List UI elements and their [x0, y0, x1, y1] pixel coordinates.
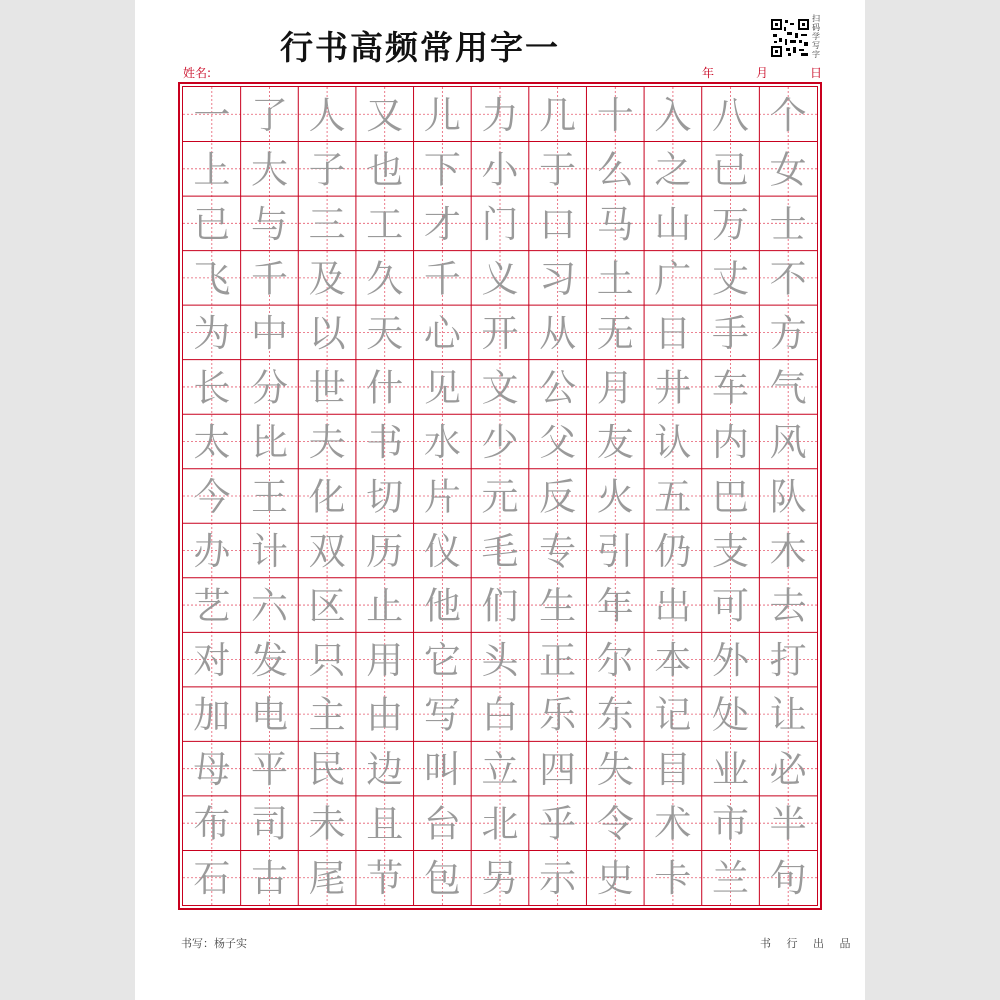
practice-character: 叫 — [423, 748, 461, 792]
practice-character: 平 — [250, 748, 288, 792]
practice-character: 工 — [366, 202, 404, 246]
practice-character: 布 — [193, 802, 231, 846]
practice-character: 必 — [769, 748, 807, 792]
practice-character: 几 — [539, 93, 577, 137]
practice-character: 对 — [193, 639, 231, 683]
practice-character: 头 — [481, 639, 519, 683]
practice-character: 尾 — [308, 857, 346, 901]
practice-character: 井 — [654, 366, 692, 410]
practice-character: 无 — [596, 311, 634, 355]
practice-character: 土 — [596, 257, 634, 301]
practice-character: 广 — [654, 257, 692, 301]
practice-character: 止 — [366, 584, 404, 628]
practice-character: 句 — [769, 857, 807, 901]
practice-character: 及 — [308, 257, 346, 301]
practice-character: 正 — [539, 639, 577, 683]
qr-caption: 扫码学写字 — [812, 14, 820, 59]
practice-character: 一 — [193, 93, 231, 137]
practice-character: 见 — [423, 366, 461, 410]
practice-character: 千 — [250, 257, 288, 301]
practice-character: 立 — [481, 748, 519, 792]
practice-character: 兰 — [712, 857, 750, 901]
practice-character: 半 — [769, 802, 807, 846]
practice-character: 加 — [193, 693, 231, 737]
practice-character: 令 — [596, 802, 634, 846]
practice-character: 写 — [423, 693, 461, 737]
practice-character: 只 — [308, 639, 346, 683]
practice-character: 天 — [366, 311, 404, 355]
practice-character: 台 — [423, 802, 461, 846]
practice-character: 节 — [366, 857, 404, 901]
practice-character: 分 — [250, 366, 288, 410]
practice-character: 它 — [423, 639, 461, 683]
practice-character: 已 — [712, 148, 750, 192]
practice-character: 专 — [539, 530, 577, 574]
practice-character: 另 — [481, 857, 519, 901]
practice-character: 子 — [308, 148, 346, 192]
practice-character: 发 — [250, 639, 288, 683]
practice-character: 市 — [712, 802, 750, 846]
practice-character: 切 — [366, 475, 404, 519]
practice-character: 计 — [250, 530, 288, 574]
practice-character: 水 — [423, 420, 461, 464]
practice-character: 业 — [712, 748, 750, 792]
practice-character: 以 — [308, 311, 346, 355]
practice-character: 中 — [250, 311, 288, 355]
practice-character: 外 — [712, 639, 750, 683]
practice-character: 马 — [596, 202, 634, 246]
practice-character: 小 — [481, 148, 519, 192]
practice-character: 什 — [366, 366, 404, 410]
practice-character: 太 — [193, 420, 231, 464]
practice-character: 历 — [366, 530, 404, 574]
practice-character: 义 — [481, 257, 519, 301]
practice-character: 木 — [769, 530, 807, 574]
practice-grid — [183, 87, 817, 905]
practice-character: 认 — [654, 420, 692, 464]
practice-character: 女 — [769, 148, 807, 192]
practice-character: 年 — [596, 584, 634, 628]
practice-character: 日 — [654, 311, 692, 355]
practice-character: 心 — [423, 311, 461, 355]
date-day-label: 日 — [809, 66, 822, 80]
practice-character: 书 — [366, 420, 404, 464]
practice-character: 双 — [308, 530, 346, 574]
practice-character: 队 — [769, 475, 807, 519]
practice-character: 元 — [481, 475, 519, 519]
practice-character: 不 — [769, 257, 807, 301]
practice-character: 了 — [250, 93, 288, 137]
practice-character: 边 — [366, 748, 404, 792]
practice-character: 五 — [654, 475, 692, 519]
practice-character: 仍 — [654, 530, 692, 574]
practice-character: 入 — [654, 93, 692, 137]
practice-character: 已 — [193, 202, 231, 246]
practice-character: 个 — [769, 93, 807, 137]
practice-character: 毛 — [481, 530, 519, 574]
practice-character: 比 — [250, 420, 288, 464]
practice-character: 从 — [539, 311, 577, 355]
practice-character: 才 — [423, 202, 461, 246]
practice-character: 上 — [193, 148, 231, 192]
practice-character: 尔 — [596, 639, 634, 683]
practice-character: 又 — [366, 93, 404, 137]
practice-character: 门 — [481, 202, 519, 246]
practice-character: 山 — [654, 202, 692, 246]
publisher-credit: 书 行 出 品 — [760, 937, 857, 950]
practice-character: 史 — [596, 857, 634, 901]
practice-character: 月 — [596, 366, 634, 410]
practice-character: 友 — [596, 420, 634, 464]
practice-character: 北 — [481, 802, 519, 846]
practice-character: 引 — [596, 530, 634, 574]
practice-character: 处 — [712, 693, 750, 737]
practice-character: 内 — [712, 420, 750, 464]
practice-character: 力 — [481, 93, 519, 137]
practice-character: 主 — [308, 693, 346, 737]
practice-character: 示 — [539, 857, 577, 901]
practice-character: 文 — [481, 366, 519, 410]
page-title: 行书高频常用字一 — [280, 28, 560, 67]
practice-character: 火 — [596, 475, 634, 519]
practice-character: 口 — [539, 202, 577, 246]
practice-character: 包 — [423, 857, 461, 901]
practice-character: 未 — [308, 802, 346, 846]
practice-character: 王 — [250, 475, 288, 519]
practice-character: 民 — [308, 748, 346, 792]
practice-character: 失 — [596, 748, 634, 792]
practice-character: 母 — [193, 748, 231, 792]
practice-character: 片 — [423, 475, 461, 519]
practice-character: 开 — [481, 311, 519, 355]
practice-character: 飞 — [193, 257, 231, 301]
practice-character: 世 — [308, 366, 346, 410]
practice-character: 可 — [712, 584, 750, 628]
practice-character: 古 — [250, 857, 288, 901]
practice-character: 生 — [539, 584, 577, 628]
practice-character: 出 — [654, 584, 692, 628]
practice-character: 们 — [481, 584, 519, 628]
practice-character: 士 — [769, 202, 807, 246]
practice-character: 人 — [308, 93, 346, 137]
date-field-label — [702, 64, 822, 81]
practice-character: 么 — [596, 148, 634, 192]
practice-character: 于 — [539, 148, 577, 192]
writer-credit: 书写：杨子实 — [181, 937, 247, 950]
practice-character: 风 — [769, 420, 807, 464]
date-month-label: 月 — [755, 66, 768, 80]
practice-character: 气 — [769, 366, 807, 410]
practice-character: 且 — [366, 802, 404, 846]
practice-character: 公 — [539, 366, 577, 410]
practice-character: 他 — [423, 584, 461, 628]
practice-character: 记 — [654, 693, 692, 737]
practice-character: 之 — [654, 148, 692, 192]
practice-character: 乐 — [539, 693, 577, 737]
practice-character: 四 — [539, 748, 577, 792]
practice-character: 由 — [366, 693, 404, 737]
date-year-label: 年 — [702, 66, 715, 80]
name-field-label: 姓名: — [183, 66, 212, 80]
practice-character: 办 — [193, 530, 231, 574]
practice-character: 少 — [481, 420, 519, 464]
practice-character: 习 — [539, 257, 577, 301]
practice-character: 区 — [308, 584, 346, 628]
practice-character: 也 — [366, 148, 404, 192]
practice-character: 下 — [423, 148, 461, 192]
practice-character: 与 — [250, 202, 288, 246]
practice-character: 本 — [654, 639, 692, 683]
practice-character: 夫 — [308, 420, 346, 464]
practice-character: 千 — [423, 257, 461, 301]
practice-character: 八 — [712, 93, 750, 137]
practice-character: 司 — [250, 802, 288, 846]
practice-character: 车 — [712, 366, 750, 410]
practice-character: 丈 — [712, 257, 750, 301]
practice-character: 艺 — [193, 584, 231, 628]
practice-character: 用 — [366, 639, 404, 683]
practice-character: 手 — [712, 311, 750, 355]
practice-character: 打 — [769, 639, 807, 683]
practice-character: 支 — [712, 530, 750, 574]
practice-character: 三 — [308, 202, 346, 246]
practice-character: 白 — [481, 693, 519, 737]
practice-character: 父 — [539, 420, 577, 464]
practice-character: 六 — [250, 584, 288, 628]
practice-character: 仪 — [423, 530, 461, 574]
qr-code-icon — [770, 18, 810, 58]
practice-character: 十 — [596, 93, 634, 137]
practice-character: 石 — [193, 857, 231, 901]
practice-character: 反 — [539, 475, 577, 519]
practice-character: 电 — [250, 693, 288, 737]
practice-character: 万 — [712, 202, 750, 246]
practice-character: 大 — [250, 148, 288, 192]
practice-character: 为 — [193, 311, 231, 355]
practice-character: 久 — [366, 257, 404, 301]
practice-character: 术 — [654, 802, 692, 846]
practice-character: 化 — [308, 475, 346, 519]
practice-character: 让 — [769, 693, 807, 737]
practice-character: 巴 — [712, 475, 750, 519]
practice-character: 去 — [769, 584, 807, 628]
practice-character: 卡 — [654, 857, 692, 901]
practice-character: 方 — [769, 311, 807, 355]
practice-character: 乎 — [539, 802, 577, 846]
practice-character: 目 — [654, 748, 692, 792]
practice-character: 东 — [596, 693, 634, 737]
practice-character: 儿 — [423, 93, 461, 137]
practice-character: 长 — [193, 366, 231, 410]
practice-character: 今 — [193, 475, 231, 519]
